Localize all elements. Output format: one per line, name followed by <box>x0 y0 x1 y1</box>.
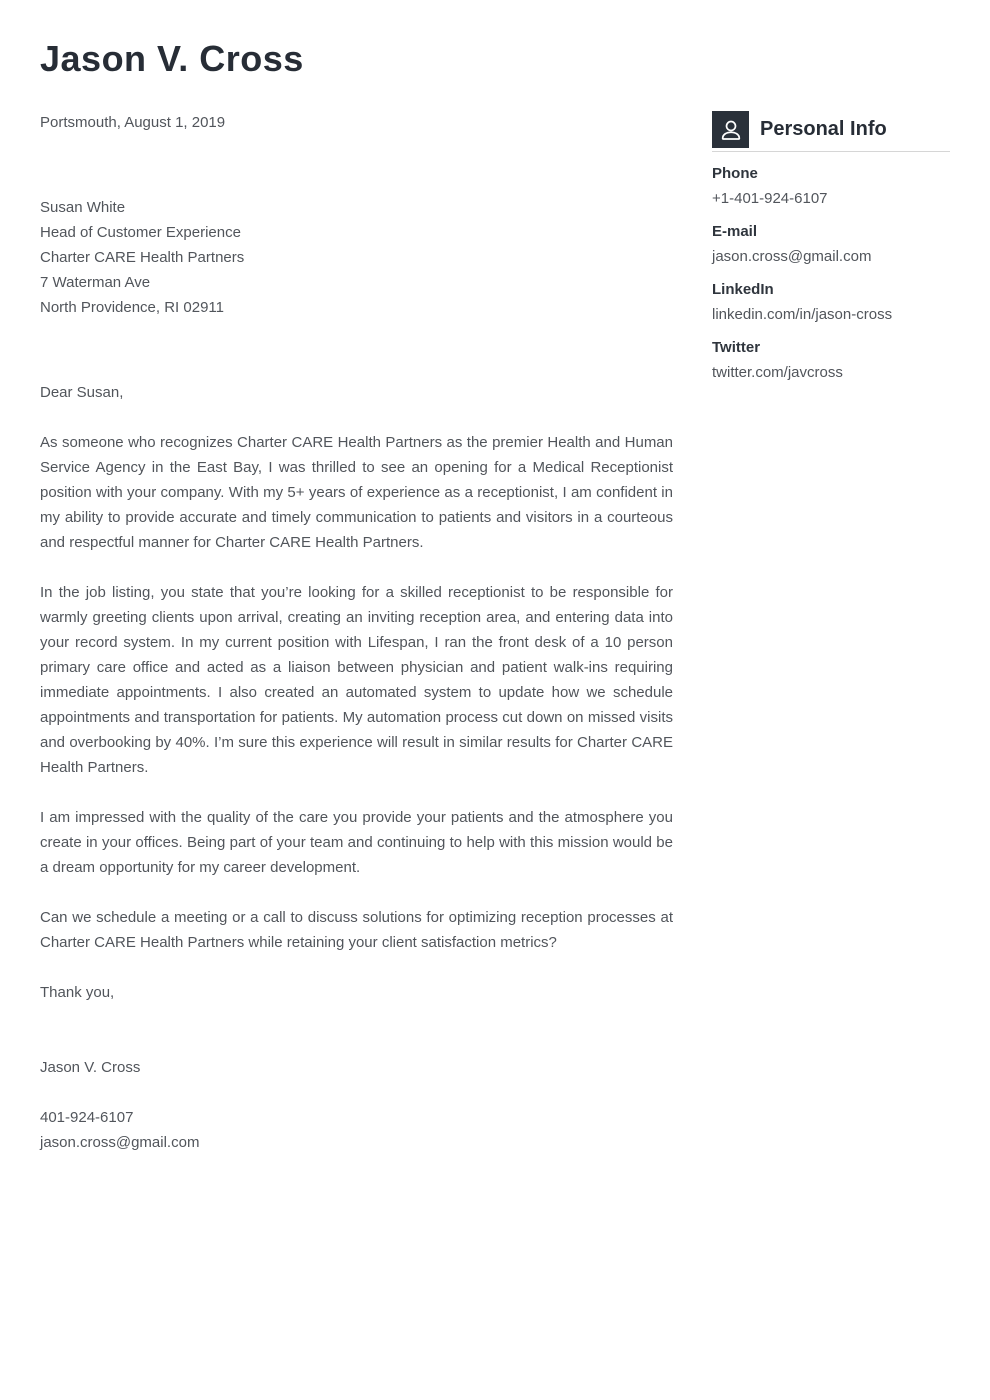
contact-item-phone <box>712 161 950 211</box>
recipient-name: Susan White <box>40 199 126 216</box>
contact-label: Phone <box>712 165 758 182</box>
recipient-street: 7 Waterman Ave <box>40 274 151 291</box>
signature-name: Jason V. Cross <box>40 1059 141 1076</box>
sidebar-header <box>712 111 950 148</box>
signature-phone: 401-924-6107 <box>40 1109 134 1126</box>
contact-value: twitter.com/javcross <box>712 364 843 381</box>
contact-list <box>712 161 950 393</box>
closing-line: Thank you, <box>40 984 115 1001</box>
person-icon <box>712 111 749 148</box>
recipient-block <box>40 195 673 320</box>
contact-label: Twitter <box>712 339 761 356</box>
letter-main-column <box>40 0 673 1400</box>
letter-paragraph: Can we schedule a meeting or a call to discuss solutions for optimizing reception processes at Charter CARE Health Partners while retaining your client satisfaction metrics? <box>40 909 673 951</box>
contact-value: +1-401-924-6107 <box>712 190 828 207</box>
letter-paragraph: As someone who recognizes Charter CARE Health Partners as the premier Health and Human Service Agency in the East Bay, I was thrilled to see an opening for a Medical Receptionist position with your company. With my 5+ years of experience as a receptionist, I am confident in my ability to provide accurate and timely communication to patients and visitors in a courteous and respectful manner for Charter CARE Health Partners. <box>40 434 673 551</box>
sidebar-title: Personal Info <box>760 118 887 140</box>
date-line: Portsmouth, August 1, 2019 <box>40 114 226 131</box>
salutation: Dear Susan, <box>40 384 124 401</box>
contact-label: LinkedIn <box>712 281 774 298</box>
signature-contact-block <box>40 1105 673 1155</box>
sender-name-heading: Jason V. Cross <box>40 38 304 79</box>
contact-item-twitter <box>712 335 950 385</box>
sidebar-divider <box>712 151 950 152</box>
recipient-city: North Providence, RI 02911 <box>40 299 224 316</box>
contact-item-email <box>712 219 950 269</box>
letter-paragraph: In the job listing, you state that you’re looking for a skilled receptionist to be responsible for warmly greeting clients upon arrival, creating an inviting reception area, and entering data into your record system. In my current position with Lifespan, I ran the front desk of a 10 person primary care office and acted as a liaison between physician and patient walk-ins requiring immediate appointments. I also created an automated system to update how we schedule appointments and transportation for patients. My automation process cut down on missed visits and overbooking by 40%. I’m sure this experience will result in similar results for Charter CARE Health Partners. <box>40 584 673 776</box>
letter-paragraph: I am impressed with the quality of the care you provide your patients and the atmosphere you create in your offices. Being part of your team and continuing to help with this mission would be a dream opportunity for my career development. <box>40 809 673 876</box>
signature-email: jason.cross@gmail.com <box>40 1134 200 1151</box>
recipient-company: Charter CARE Health Partners <box>40 249 245 266</box>
contact-value: linkedin.com/in/jason-cross <box>712 306 893 323</box>
contact-label: E-mail <box>712 223 758 240</box>
recipient-title: Head of Customer Experience <box>40 224 241 241</box>
contact-item-linkedin <box>712 277 950 327</box>
contact-value: jason.cross@gmail.com <box>712 248 872 265</box>
